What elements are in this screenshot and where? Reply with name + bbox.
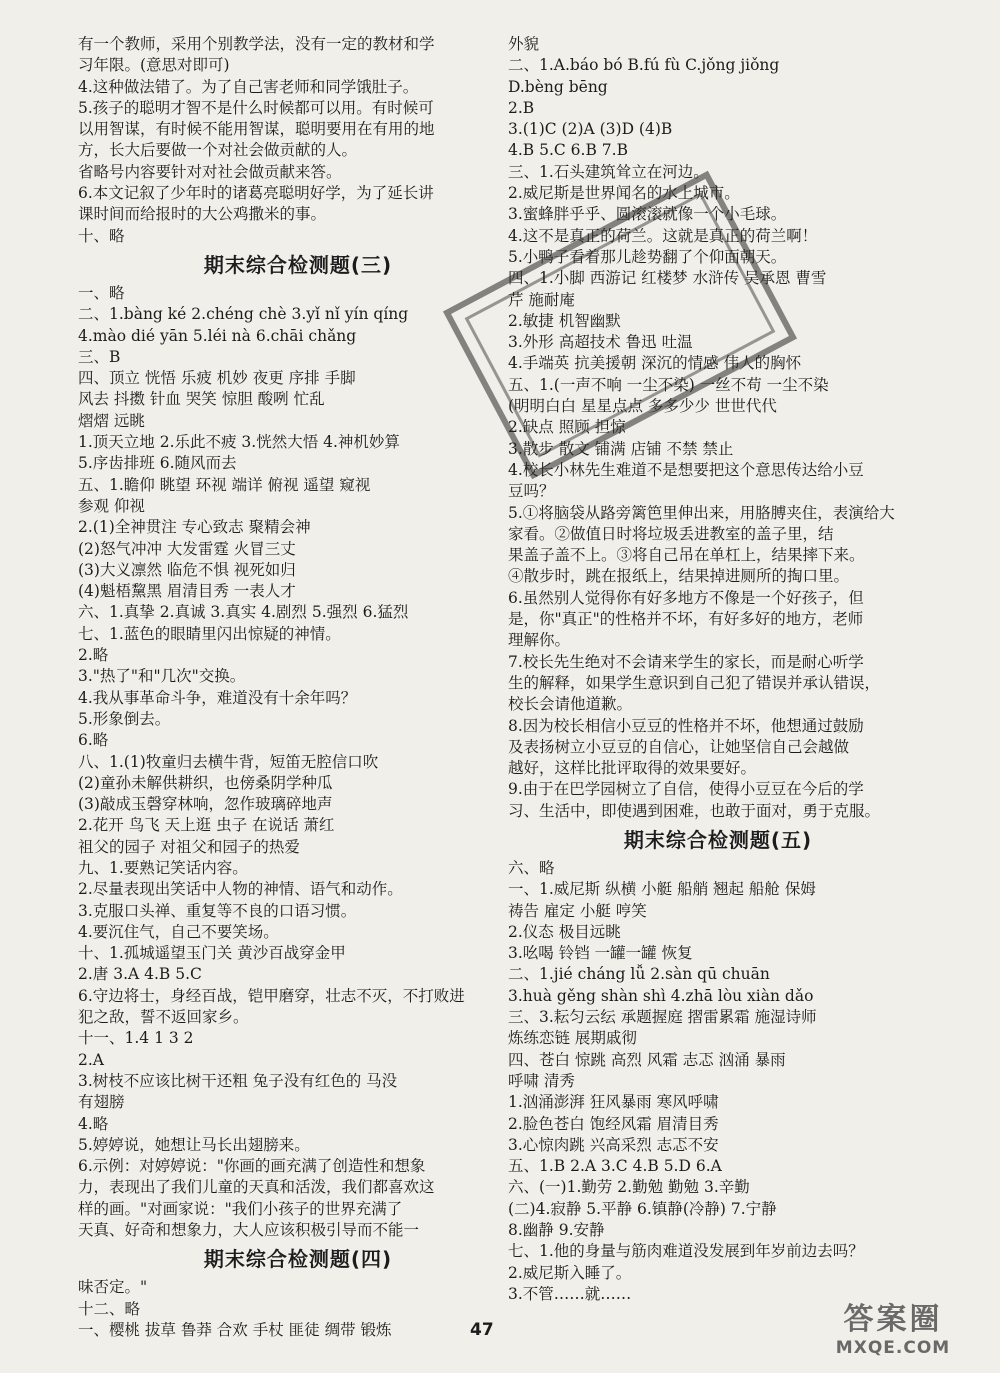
text-line: (3)敲成玉磬穿林响，忽作玻璃碎地声 <box>78 795 333 814</box>
text-line: 6.虽然别人觉得你有好多地方不像是一个好孩子，但 <box>508 588 864 607</box>
text-line: 家看。②做值日时将垃圾丢进教室的盖子里，结 <box>508 524 834 543</box>
text-line: 呼啸 清秀 <box>508 1071 575 1090</box>
text-line: (2)怒气冲冲 大发雷霆 火冒三丈 <box>78 539 296 558</box>
text-line: 一、樱桃 拔草 鲁莽 合欢 手杖 匪徒 绸带 锻炼 <box>78 1320 392 1339</box>
text-line: 2.花开 鸟飞 天上逛 虫子 在说话 萧红 <box>78 816 335 835</box>
text-line: 2.威尼斯入睡了。 <box>508 1263 632 1282</box>
text-line: 5.形象倒去。 <box>78 709 171 728</box>
text-line: 十、1.孤城遥望玉门关 黄沙百战穿金甲 <box>78 944 346 963</box>
text-line: 是，你"真正"的性格并不坏，有好多好的地方，老师 <box>508 610 864 629</box>
text-line: 3.散步 散文 铺满 店铺 不禁 禁止 <box>508 439 734 458</box>
text-line: 2.脸色苍白 饱经风霜 眉清目秀 <box>508 1114 719 1133</box>
text-line: 四、顶立 恍悟 乐疲 机妙 夜更 序排 手脚 <box>78 369 356 388</box>
text-line: 有一个教师，采用个别教学法，没有一定的教材和学 <box>78 35 435 53</box>
text-line: 二、1.jié cháng lǚ 2.sàn qū chuān <box>508 965 770 984</box>
text-line: 风去 抖擞 针血 哭笑 惊胆 酸咧 忙乱 <box>78 390 325 409</box>
text-line: 天真、好奇和想象力，大人应该积极引导而不能一 <box>78 1221 420 1240</box>
text-line: 五、1.B 2.A 3.C 4.B 5.D 6.A <box>508 1157 722 1176</box>
text-line: 3.不管……就…… <box>508 1284 632 1303</box>
text-line: 6.守边将士，身经百战，铠甲磨穿，壮志不灭，不打败进 <box>78 986 465 1005</box>
text-line: 省略号内容要针对对社会做贡献来答。 <box>78 162 342 181</box>
text-line: 炼练恋链 展期戚彻 <box>508 1029 637 1048</box>
text-line: 4.这种做法错了。为了自己害老师和同学饿肚子。 <box>78 77 419 96</box>
page-number: 47 <box>470 1320 494 1340</box>
text-line: 1.汹涌澎湃 狂风暴雨 寒风呼啸 <box>508 1093 719 1112</box>
text-line: 8.幽静 9.安静 <box>508 1221 605 1240</box>
text-line: 豆吗？ <box>508 482 555 501</box>
text-line: 芹 施耐庵 <box>508 290 575 309</box>
text-line: 外貌 <box>508 35 540 53</box>
text-line: 五、1.瞻仰 眺望 环视 端详 俯视 遥望 窥视 <box>78 475 371 494</box>
text-line: 2.唐 3.A 4.B 5.C <box>78 965 202 984</box>
text-line: 9.由于在巴学园树立了自信，使得小豆豆在今后的学 <box>508 780 864 799</box>
text-line: 五、1.(一声不响 一尘不染) 一丝不苟 一尘不染 <box>508 375 829 394</box>
text-line: 5.序齿排班 6.随风而去 <box>78 454 237 473</box>
text-line: 2.A <box>78 1050 104 1069</box>
text-line: (2)童孙未解供耕织，也傍桑阴学种瓜 <box>78 773 333 792</box>
text-line: 生的解释，如果学生意识到自己犯了错误并承认错误， <box>508 673 881 692</box>
text-line: 2.尽量表现出笑话中人物的神情、语气和动作。 <box>78 880 403 899</box>
text-line: ④散步时，跳在报纸上，结果掉进厕所的掏口里。 <box>508 567 850 586</box>
text-line: 习年限。(意思对即可) <box>78 56 230 75</box>
text-line: 祖父的园子 对祖父和园子的热爱 <box>78 837 300 856</box>
text-line: 十二、略 <box>78 1299 141 1318</box>
text-line: 样的画。"对画家说："我们小孩子的世界充满了 <box>78 1199 403 1218</box>
text-line: 2.略 <box>78 646 109 665</box>
text-line: 六、略 <box>508 858 555 877</box>
left-column <box>78 34 518 1341</box>
text-line: 七、1.他的身量与筋肉难道没发展到年岁前边去吗？ <box>508 1242 864 1261</box>
text-line: 1.顶天立地 2.乐此不疲 3.恍然大悟 4.神机妙算 <box>78 433 400 452</box>
text-line: 4.我从事革命斗争，难道没有十余年吗？ <box>78 688 357 707</box>
text-line: 味否定。" <box>78 1278 148 1297</box>
text-line: 2.威尼斯是世界闻名的水上城市。 <box>508 184 740 203</box>
text-line: 参观 仰视 <box>78 496 145 515</box>
text-line: 8.因为校长相信小豆豆的性格并不坏，他想通过鼓励 <box>508 716 864 735</box>
text-line: 3.树枝不应该比树干还粗 兔子没有红色的 马没 <box>78 1071 398 1090</box>
text-line: 4.mào dié yān 5.léi nà 6.chāi chǎng <box>78 326 357 345</box>
text-line: 2.B <box>508 98 535 117</box>
text-line: 二、1.A.báo bó B.fú fù C.jǒng jiǒng <box>508 56 780 75</box>
text-line: 理解你。 <box>508 631 571 650</box>
text-line: D.bèng bēng <box>508 77 608 96</box>
section-heading: 期末综合检测题(四) <box>203 1247 393 1272</box>
text-line: 2.敏捷 机智幽默 <box>508 311 621 330</box>
text-line: 祷告 雇定 小艇 哼笑 <box>508 901 647 920</box>
text-line: 校长会请他道歉。 <box>508 695 633 714</box>
text-line: 5.①将脑袋从路旁篱笆里伸出来，用胳膊夹住，表演给大 <box>508 503 895 522</box>
text-line: 2.(1)全神贯注 专心致志 聚精会神 <box>78 518 311 537</box>
text-line: 4.手端英 抗美援朝 深沉的情感 伟人的胸怀 <box>508 354 802 373</box>
text-line: 越好，这样比批评取得的效果要好。 <box>508 759 757 778</box>
text-line: 3.蜜蜂胖乎乎、圆滚滚就像一个小毛球。 <box>508 205 787 224</box>
text-line: 4.略 <box>78 1114 109 1133</box>
text-line: 4.要沉住气，自己不要笑场。 <box>78 922 279 941</box>
text-line: 十一、1.4 1 3 2 <box>78 1029 194 1048</box>
text-line: 六、(一)1.勤劳 2.勤勉 勤勉 3.辛勤 <box>508 1178 750 1197</box>
text-line: 十、略 <box>78 226 125 245</box>
text-line: 有翅膀 <box>78 1093 125 1112</box>
text-line: 四、苍白 惊跳 高烈 风霜 志忑 汹涌 暴雨 <box>508 1050 786 1069</box>
text-line: 以用智谋，有时候不能用智谋，聪明要用在有用的地 <box>78 120 435 139</box>
text-line: 7.校长先生绝对不会请来学生的家长，而是耐心听学 <box>508 652 864 671</box>
text-line: 犯之敌，誓不返回家乡。 <box>78 1008 249 1027</box>
text-line: 3.外形 高超技术 鲁迅 吐温 <box>508 333 693 352</box>
text-line: 三、1.石头建筑耸立在河边。 <box>508 162 709 181</box>
text-line: (4)魁梧黧黑 眉清目秀 一表人才 <box>78 582 296 601</box>
text-line: 4.这不是真正的荷兰。这就是真正的荷兰啊！ <box>508 226 818 245</box>
text-line: 一、1.威尼斯 纵横 小艇 船艄 翘起 船舱 保姆 <box>508 880 816 899</box>
text-line: 5.小鸭子看着那儿趁势翻了个仰面朝天。 <box>508 247 787 266</box>
text-line: 4.B 5.C 6.B 7.B <box>508 141 628 160</box>
text-line: 果盖子盖不上。③将自己吊在单杠上，结果摔下来。 <box>508 546 865 565</box>
right-column <box>508 34 928 1305</box>
text-line: 习、生活中，即使遇到困难，也敢于面对，勇于克服。 <box>508 801 881 820</box>
text-line: 课时间而给报时的大公鸡撒米的事。 <box>78 205 327 224</box>
text-line: 2.仪态 极目远眺 <box>508 922 621 941</box>
text-line: 3.吆喝 铃铛 一罐一罐 恢复 <box>508 944 693 963</box>
text-line: 三、3.耘匀云纭 承题握庭 摺雷累霜 施湿诗师 <box>508 1008 817 1027</box>
text-line: 方，长大后要做一个对社会做贡献的人。 <box>78 141 358 160</box>
text-line: 六、1.真挚 2.真诚 3.真实 4.剧烈 5.强烈 6.猛烈 <box>78 603 409 622</box>
text-line: 四、1.小脚 西游记 红楼梦 水浒传 吴承恩 曹雪 <box>508 269 827 288</box>
text-line: 九、1.要熟记笑话内容。 <box>78 858 248 877</box>
text-line: 2.缺点 照顾 担惊 <box>508 418 626 437</box>
text-line: 熠熠 远眺 <box>78 411 145 430</box>
site-watermark: 答案圈 MXQE.COM <box>835 1302 951 1358</box>
text-line: 5.孩子的聪明才智不是什么时候都可以用。有时候可 <box>78 98 434 117</box>
text-line: 八、1.(1)牧童归去横牛背，短笛无腔信口吹 <box>78 752 379 771</box>
text-line: 4.校长小林先生难道不是想要把这个意思传达给小豆 <box>508 460 864 479</box>
text-line: 3.huà gěng shàn shì 4.zhā lòu xiàn dǎo <box>508 986 814 1005</box>
text-line: (3)大义凛然 临危不惧 视死如归 <box>78 560 296 579</box>
text-line: 3.克服口头禅、重复等不良的口语习惯。 <box>78 901 357 920</box>
text-line: 二、1.bàng ké 2.chéng chè 3.yǐ nǐ yín qíng <box>78 305 409 324</box>
section-heading: 期末综合检测题(三) <box>203 252 393 277</box>
text-line: 三、B <box>78 347 121 366</box>
text-line: 3.心惊肉跳 兴高采烈 志忑不安 <box>508 1135 719 1154</box>
text-line: (二)4.寂静 5.平静 6.镇静(冷静) 7.宁静 <box>508 1199 777 1218</box>
text-line: 5.婷婷说，她想让马长出翅膀来。 <box>78 1135 310 1154</box>
text-line: 3."热了"和"几次"交换。 <box>78 667 246 686</box>
text-line: 及表扬树立小豆豆的自信心，让她坚信自己会越做 <box>508 737 850 756</box>
text-line: 力，表现出了我们儿童的天真和活泼，我们都喜欢这 <box>78 1178 435 1197</box>
text-line: 3.(1)C (2)A (3)D (4)B <box>508 120 673 139</box>
section-heading: 期末综合检测题(五) <box>623 827 813 852</box>
text-line: 6.本文记叙了少年时的诸葛亮聪明好学，为了延长讲 <box>78 184 434 203</box>
text-line: 七、1.蓝色的眼睛里闪出惊疑的神情。 <box>78 624 341 643</box>
text-line: 6.略 <box>78 731 109 750</box>
text-line: 6.示例：对婷婷说："你画的画充满了创造性和想象 <box>78 1157 426 1176</box>
text-line: (明明白白 星星点点 多多少少 世世代代 <box>508 397 777 416</box>
text-line: 一、略 <box>78 283 125 302</box>
